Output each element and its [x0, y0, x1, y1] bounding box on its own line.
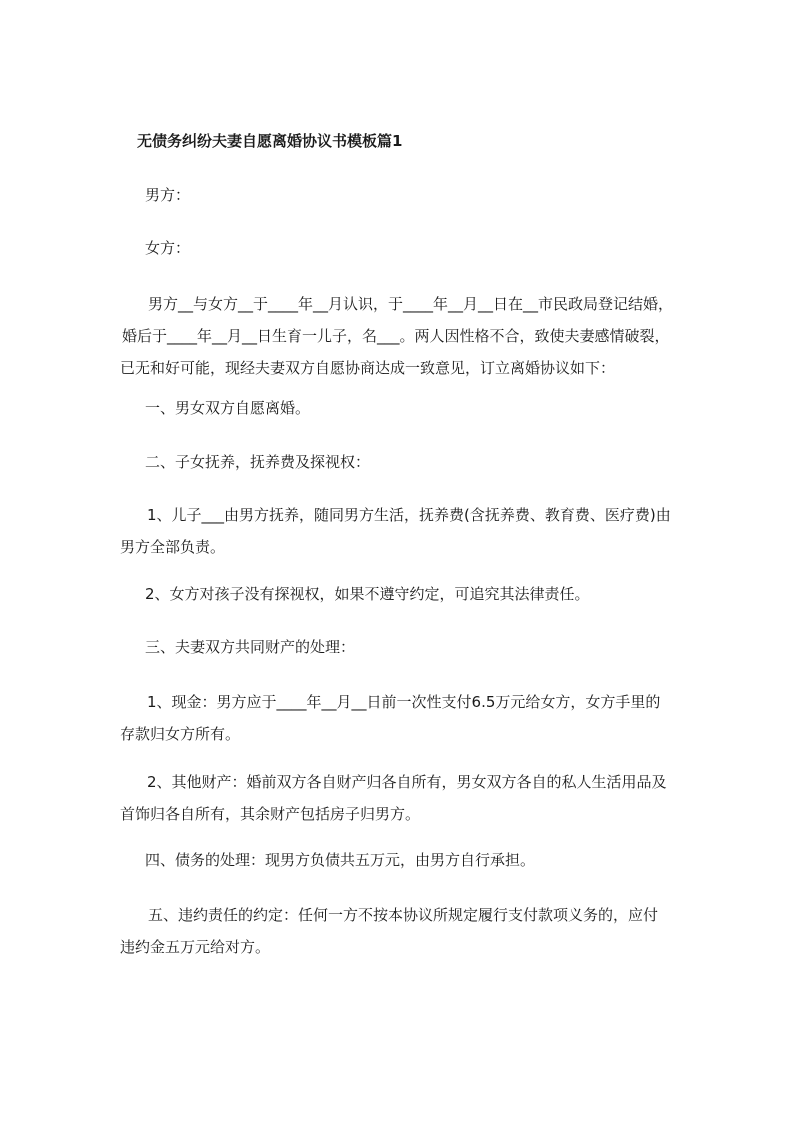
section-2-item-2: 2、女方对孩子没有探视权，如果不遵守约定，可追究其法律责任。 [145, 585, 590, 603]
intro-line-2: 婚后于____年__月__日生育一儿子，名___。两人因性格不合，致使夫妻感情破裂， [122, 327, 670, 345]
section-5-line-1: 五、违约责任的约定：任何一方不按本协议所规定履行支付款项义务的，应付 [148, 906, 659, 924]
section-4-heading: 四、债务的处理：现男方负债共五万元，由男方自行承担。 [145, 851, 536, 869]
section-2-item-1-line-2: 男方全部负责。 [120, 538, 226, 556]
section-3-item-1 [120, 686, 720, 750]
section-2-heading: 二、子女抚养，抚养费及探视权： [145, 453, 371, 471]
section-3-item-1-line-1: 1、现金：男方应于____年__月__日前一次性支付6.5万元给女方，女方手里的 [147, 693, 661, 711]
intro-line-1: 男方__与女方__于____年__月认识，于____年__月__日在__市民政局登记结婚， [148, 295, 674, 313]
section-1-heading: 一、男女双方自愿离婚。 [145, 399, 311, 417]
section-3-item-2 [120, 766, 720, 830]
section-3-item-2-line-2: 首饰归各自所有，其余财产包括房子归男方。 [120, 805, 421, 823]
female-party-label: 女方： [145, 239, 191, 257]
section-3-item-2-line-1: 2、其他财产：婚前双方各自财产归各自所有，男女双方各自的私人生活用品及 [147, 773, 667, 791]
section-3-item-1-line-2: 存款归女方所有。 [120, 725, 241, 743]
intro-paragraph [120, 288, 720, 384]
section-3-heading: 三、夫妻双方共同财产的处理： [145, 638, 356, 656]
intro-line-3: 已无和好可能，现经夫妻双方自愿协商达成一致意见，订立离婚协议如下： [120, 359, 616, 377]
section-5-line-2: 违约金五万元给对方。 [120, 938, 271, 956]
document-title: 无债务纠纷夫妻自愿离婚协议书模板篇1 [137, 132, 403, 150]
section-2-item-1 [120, 499, 720, 563]
section-2-item-1-line-1: 1、儿子___由男方抚养，随同男方生活，抚养费(含抚养费、教育费、医疗费)由 [147, 506, 671, 524]
section-5 [120, 899, 720, 963]
male-party-label: 男方： [145, 186, 191, 204]
